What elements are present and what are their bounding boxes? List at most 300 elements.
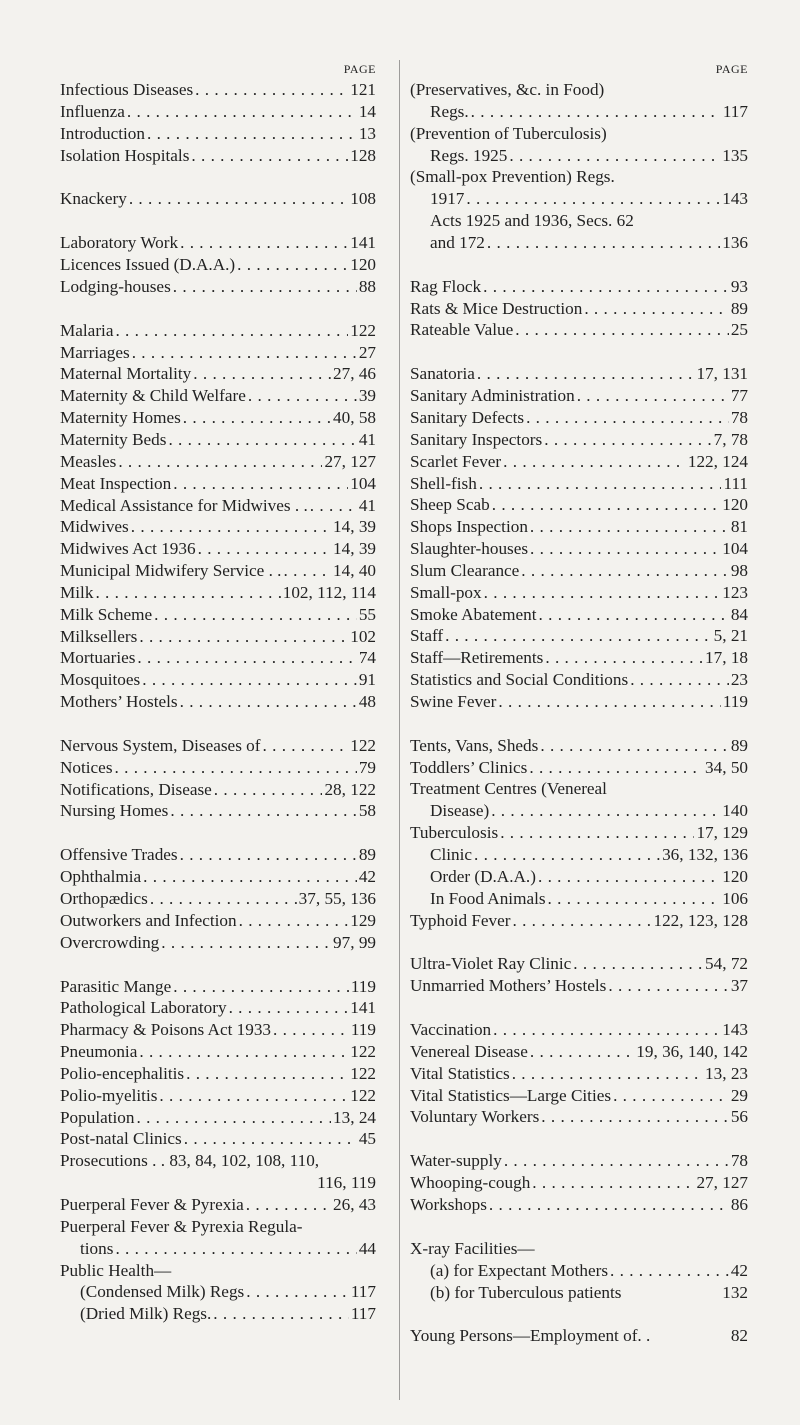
page-number: 79 [358, 757, 376, 777]
dot-leader [180, 844, 357, 866]
page-number: 58 [358, 801, 376, 821]
index-term: Milksellers [60, 626, 138, 646]
page-number: 97, 99 [333, 932, 376, 952]
page-number: 102 [350, 626, 376, 646]
index-entry-pneumonia [60, 1041, 376, 1063]
index-term: Overcrowding [60, 932, 160, 952]
index-entry-orthop-dics [60, 888, 376, 910]
index-entry-infectious-diseases [60, 79, 376, 101]
index-entry-meat-inspection [60, 473, 376, 495]
page-column-header-left: PAGE [343, 62, 376, 76]
dot-leader [131, 516, 331, 538]
index-entry-rag-flock [410, 276, 748, 298]
page-number: 84 [730, 604, 748, 624]
page-number: 45 [358, 1129, 376, 1149]
right-column [410, 60, 748, 1369]
page-number: 42 [358, 867, 376, 887]
index-term: Meat Inspection [60, 473, 172, 493]
index-term: Pharmacy & Poisons Act 1933 [60, 1020, 272, 1040]
index-entry-shops-inspection [410, 516, 748, 538]
index-term: Sanitary Inspectors [410, 429, 543, 449]
page-number: 120 [350, 255, 376, 275]
index-term: Milk Scheme [60, 604, 153, 624]
dot-leader [512, 1063, 703, 1085]
page-number: 122 [350, 1085, 376, 1105]
index-term: Notifications, Disease [60, 779, 212, 799]
index-term: Typhoid Fever [410, 910, 511, 930]
index-entry-post-natal-clinics [60, 1128, 376, 1150]
page-number: 140 [722, 801, 748, 821]
page-number: 141 [350, 998, 376, 1018]
index-term: Sheep Scab [410, 495, 490, 515]
page-number: 89 [730, 298, 748, 318]
dot-leader [184, 1128, 357, 1150]
page-number: 36, 132, 136 [662, 845, 748, 864]
dot-leader [139, 1041, 348, 1063]
index-term: Staff—Retirements [410, 648, 544, 668]
index-letter-group [60, 976, 376, 1326]
page-number: 54, 72 [705, 954, 748, 974]
dot-leader [532, 1172, 694, 1194]
index-term: Outworkers and Infection [60, 910, 237, 930]
index-entry-introduction [60, 123, 376, 145]
index-entry-isolation-hospitals [60, 145, 376, 167]
index-term: Marriages [60, 342, 130, 362]
index-entry-laboratory-work [60, 232, 376, 254]
index-entry-sanitary-administration [410, 385, 748, 407]
index-term: Influenza [60, 101, 125, 121]
dot-leader [129, 188, 348, 210]
index-entry-pharmacy-poisons-act-1933 [60, 1019, 376, 1041]
page-number: 5, 21 [713, 626, 748, 646]
dot-leader [150, 888, 297, 910]
index-entry-municipal-midwifery-service [60, 560, 376, 582]
index-term: Sanatoria [410, 364, 475, 384]
dot-leader [545, 647, 703, 669]
index-term: Staff [410, 626, 444, 646]
dot-leader [540, 735, 728, 757]
page-number: 23 [730, 670, 748, 690]
index-term: Measles [60, 451, 117, 471]
dot-leader [484, 582, 721, 604]
index-entry-licences-issued-d-a-a [60, 254, 376, 276]
dot-leader [610, 1260, 729, 1282]
dot-leader [214, 779, 323, 801]
index-entry-vital-statistics [410, 1063, 748, 1085]
index-letter-group [410, 1019, 748, 1128]
dot-leader [504, 1150, 729, 1172]
index-term: Polio-myelitis [60, 1085, 158, 1105]
dot-leader [213, 1303, 349, 1325]
index-entry-1917 [410, 188, 748, 210]
page-number: 55 [358, 604, 376, 624]
dot-leader [503, 451, 686, 473]
index-term: Ultra-Violet Ray Clinic [410, 954, 572, 974]
index-entry-tuberculosis [410, 822, 748, 844]
index-entry-public-health [60, 1260, 376, 1282]
index-entry-overcrowding [60, 932, 376, 954]
index-term: Scarlet Fever [410, 451, 502, 471]
index-entry-lodging-houses [60, 276, 376, 298]
index-entry-outworkers-and-infection [60, 910, 376, 932]
dot-leader [509, 145, 720, 167]
page-number: 41 [358, 495, 376, 515]
page-number: 74 [358, 648, 376, 668]
index-term: Shops Inspection [410, 517, 528, 537]
dot-leader [183, 407, 331, 429]
dot-leader [474, 844, 660, 866]
index-entry-rateable-value [410, 319, 748, 341]
index-term: Notices [60, 757, 113, 777]
dot-leader [198, 538, 331, 560]
index-term: Lodging-houses [60, 276, 171, 296]
index-entry-tents-vans-sheds [410, 735, 748, 757]
page-number: 119 [350, 1020, 376, 1040]
page-number: 122 [350, 1063, 376, 1083]
page-number: 117 [350, 1304, 376, 1324]
page-number: 28, 122 [324, 779, 376, 799]
index-entry-voluntary-workers [410, 1106, 748, 1128]
dot-leader [95, 582, 280, 604]
index-entry-sanatoria [410, 363, 748, 385]
index-entry-b-for-tuberculous-patients [410, 1282, 748, 1304]
index-entry-sanitary-inspectors [410, 429, 748, 451]
index-term: Tents, Vans, Sheds [410, 735, 539, 755]
index-entry-x-ray-facilities [410, 1238, 748, 1260]
index-term: Mortuaries [60, 648, 136, 668]
page-number: 93 [730, 276, 748, 296]
dot-leader [193, 363, 331, 385]
page-number: 14, 39 [333, 517, 376, 537]
index-term: 1917 [430, 189, 465, 209]
dot-leader [491, 800, 720, 822]
index-entry-polio-encephalitis [60, 1063, 376, 1085]
index-term: Young Persons—Employment of. . [410, 1326, 651, 1346]
dot-leader [273, 1019, 349, 1041]
index-term: Midwives Act 1936 [60, 539, 196, 559]
column-divider [399, 60, 400, 1400]
index-letter-group [60, 735, 376, 822]
index-entry-and-172 [410, 232, 748, 254]
index-term: Regs. [430, 101, 469, 121]
index-entry-maternity-child-welfare [60, 385, 376, 407]
index-entry-young-persons-employment-of [410, 1325, 748, 1347]
page-number: 78 [730, 407, 748, 427]
index-letter-group [410, 276, 748, 342]
index-entry-disease [410, 800, 748, 822]
page-number: 98 [730, 560, 748, 580]
page-number: 81 [730, 517, 748, 537]
index-term: Rateable Value [410, 320, 514, 340]
index-term: tions [80, 1238, 114, 1258]
index-entry-vaccination [410, 1019, 748, 1041]
index-term: Regs. 1925 [430, 145, 508, 165]
page-number: 128 [350, 145, 376, 165]
index-term: Puerperal Fever & Pyrexia Regula- [60, 1216, 303, 1236]
dot-leader [246, 1281, 349, 1303]
dot-leader [115, 757, 357, 779]
index-entry-venereal-disease [410, 1041, 748, 1063]
page-number: 119 [722, 691, 748, 711]
page-number: 39 [358, 386, 376, 406]
dot-leader [248, 385, 357, 407]
index-entry-maternity-homes [60, 407, 376, 429]
page-number: 120 [722, 495, 748, 515]
page-number: 14 [358, 101, 376, 121]
dot-leader [310, 495, 357, 517]
index-letter-group [60, 79, 376, 166]
index-entry-ultra-violet-ray-clinic [410, 953, 748, 975]
index-term: Slaughter-houses [410, 539, 529, 559]
dot-leader [466, 188, 720, 210]
page-number: 48 [358, 692, 376, 712]
index-term: Rag Flock [410, 276, 482, 296]
page-number: 14, 39 [333, 539, 376, 559]
index-term: Smoke Abatement [410, 604, 537, 624]
index-term: X-ray Facilities— [410, 1238, 535, 1258]
index-entry-mortuaries [60, 647, 376, 669]
page-number: 106 [722, 888, 748, 908]
index-entry-offensive-trades [60, 844, 376, 866]
dot-leader [487, 232, 720, 254]
index-term: Whooping-cough [410, 1173, 531, 1193]
index-term: Prosecutions . . 83, 84, 102, 108, 110, [60, 1151, 320, 1171]
index-entry-typhoid-fever [410, 910, 748, 932]
dot-leader [530, 538, 720, 560]
dot-leader [154, 604, 357, 626]
index-term: Sanitary Defects [410, 407, 525, 427]
page-number: 117 [350, 1282, 376, 1302]
dot-leader [180, 691, 357, 713]
index-entry-notifications-disease [60, 779, 376, 801]
index-entry-sheep-scab [410, 494, 748, 516]
index-entry-order-d-a-a [410, 866, 748, 888]
dot-leader [180, 232, 348, 254]
index-letter-group [410, 953, 748, 997]
index-term: Introduction [60, 123, 145, 143]
index-term: Disease) [430, 801, 490, 821]
index-term: Shell-fish [410, 473, 477, 493]
page-number: 129 [350, 910, 376, 930]
page-number: 41 [358, 429, 376, 449]
index-entry-milk-scheme [60, 604, 376, 626]
index-term: Rats & Mice Destruction [410, 298, 583, 318]
index-entry-toddlers-clinics [410, 757, 748, 779]
index-term: Maternity & Child Welfare [60, 386, 246, 406]
dot-leader [118, 451, 322, 473]
dot-leader [541, 1106, 729, 1128]
page-number: 86 [730, 1194, 748, 1214]
index-letter-group [60, 320, 376, 713]
index-entry-nursing-homes [60, 800, 376, 822]
index-term: (a) for Expectant Mothers [430, 1260, 609, 1280]
index-entry-smoke-abatement [410, 604, 748, 626]
page-number: 88 [358, 276, 376, 296]
dot-leader [471, 101, 721, 123]
index-term: (Condensed Milk) Regs [80, 1282, 245, 1302]
page-number: 123 [722, 582, 748, 602]
index-entry-puerperal-fever-pyrexia [60, 1194, 376, 1216]
index-term: Unmarried Mothers’ Hostels [410, 976, 607, 996]
index-entry-regs-1925 [410, 145, 748, 167]
index-term: Public Health— [60, 1260, 172, 1280]
page-number: 121 [350, 80, 376, 99]
index-term: Medical Assistance for Midwives . . [60, 495, 308, 515]
dot-leader [538, 866, 720, 888]
page-number: 13, 23 [705, 1063, 748, 1083]
index-term: Polio-encephalitis [60, 1063, 185, 1083]
index-entry-notices [60, 757, 376, 779]
index-term: Mosquitoes [60, 670, 141, 690]
index-entry-slaughter-houses [410, 538, 748, 560]
page-number: 119 [350, 976, 376, 996]
index-term: Toddlers’ Clinics [410, 757, 528, 777]
page-number: 91 [358, 670, 376, 690]
index-term: Venereal Disease [410, 1041, 528, 1061]
left-column [60, 60, 376, 1347]
index-term: Swine Fever [410, 691, 497, 711]
page-number: 25 [730, 320, 748, 340]
page-number: 13, 24 [333, 1107, 376, 1127]
dot-leader [577, 385, 729, 407]
index-term: and 172 [430, 232, 485, 252]
page-number: 78 [730, 1151, 748, 1171]
index-term: Vital Statistics [410, 1063, 510, 1083]
index-entry-preservatives-c-in-food [410, 79, 748, 101]
index-entry-dried-milk-regs [60, 1303, 376, 1325]
page-number: 34, 50 [705, 757, 748, 777]
dot-leader [512, 910, 651, 932]
index-entry-in-food-animals [410, 888, 748, 910]
index-entry-midwives [60, 516, 376, 538]
index-term: Workshops [410, 1194, 487, 1214]
index-entry-small-pox-prevention-regs [410, 166, 748, 188]
page-number: 89 [358, 845, 376, 865]
index-entry-tions [60, 1238, 376, 1260]
index-entry-milksellers [60, 626, 376, 648]
page-number: 132 [722, 1282, 748, 1302]
page-number: 82 [730, 1326, 748, 1346]
index-entry-population [60, 1107, 376, 1129]
page-number: 141 [350, 233, 376, 253]
index-entry-maternity-beds [60, 429, 376, 451]
index-entry-swine-fever [410, 691, 748, 713]
index-entry-marriages [60, 342, 376, 364]
index-term: Order (D.A.A.) [430, 866, 536, 886]
index-letter-group [60, 844, 376, 953]
index-term: Tuberculosis [410, 823, 499, 843]
dot-leader [170, 800, 356, 822]
page-number: 37, 55, 136 [298, 889, 376, 908]
index-term: (Dried Milk) Regs. [80, 1304, 212, 1324]
index-term: (Small-pox Prevention) Regs. [410, 167, 615, 187]
index-entry-pathological-laboratory [60, 997, 376, 1019]
index-term: Voluntary Workers [410, 1107, 540, 1127]
page-number: 122, 124 [687, 451, 748, 471]
index-entry-scarlet-fever [410, 451, 748, 473]
dot-leader [548, 888, 721, 910]
page-number: 122 [350, 320, 376, 340]
index-letter-group [410, 1325, 748, 1347]
dot-leader [239, 910, 349, 932]
index-entry-water-supply [410, 1150, 748, 1172]
page-number: 17, 18 [705, 648, 748, 668]
index-entry-whooping-cough [410, 1172, 748, 1194]
page-number: 42 [730, 1260, 748, 1280]
page-number: 116, 119 [317, 1173, 376, 1193]
index-term: Offensive Trades [60, 845, 178, 865]
dot-leader [529, 757, 703, 779]
index-term: Vaccination [410, 1020, 492, 1040]
index-term: Nursing Homes [60, 801, 169, 821]
index-entry-a-for-expectant-mothers [410, 1260, 748, 1282]
index-term: (b) for Tuberculous patients [430, 1282, 622, 1302]
index-letter-group [60, 188, 376, 210]
dot-leader [229, 997, 349, 1019]
dot-leader [493, 1019, 720, 1041]
dot-leader [521, 560, 729, 582]
index-term: Population [60, 1107, 135, 1127]
dot-leader [147, 123, 357, 145]
dot-leader [544, 429, 711, 451]
index-entry-shell-fish [410, 473, 748, 495]
index-entry-parasitic-mange [60, 976, 376, 998]
dot-leader [137, 647, 356, 669]
index-term: Isolation Hospitals [60, 145, 190, 165]
index-letter-group [410, 1238, 748, 1304]
dot-leader [139, 626, 348, 648]
page-number: 40, 58 [333, 408, 376, 428]
dot-leader [489, 1194, 729, 1216]
dot-leader [539, 604, 729, 626]
index-entry-puerperal-fever-pyrexia-regula [60, 1216, 376, 1238]
index-term: Clinic [430, 845, 473, 864]
index-letter-group [410, 1150, 748, 1216]
index-term: Small-pox [410, 582, 482, 602]
page-number: 27, 127 [324, 451, 376, 471]
page-number: 143 [722, 1020, 748, 1040]
index-entry-treatment-centres-venereal [410, 778, 748, 800]
index-term: Statistics and Social Conditions [410, 670, 629, 690]
index-entry-measles [60, 451, 376, 473]
index-term: Malaria [60, 320, 114, 340]
dot-leader [127, 101, 357, 123]
index-entry-workshops [410, 1194, 748, 1216]
index-term: Midwives [60, 517, 129, 537]
index-entry-continuation [60, 1172, 376, 1194]
dot-leader [445, 625, 712, 647]
dot-leader [530, 1041, 634, 1063]
dot-leader [263, 735, 349, 757]
page-number: 89 [730, 735, 748, 755]
dot-leader [479, 473, 722, 495]
index-term: (Prevention of Tuberculosis) [410, 123, 607, 143]
page-number: 77 [730, 386, 748, 406]
index-term: In Food Animals [430, 888, 546, 908]
index-letter-group [410, 735, 748, 932]
index-term: (Preservatives, &c. in Food) [410, 80, 605, 99]
page-number: 122 [350, 1042, 376, 1062]
index-entry-staff [410, 625, 748, 647]
page-number: 102, 112, 114 [282, 582, 376, 602]
page-number: 26, 43 [333, 1194, 376, 1214]
dot-leader [136, 1107, 331, 1129]
index-entry-influenza [60, 101, 376, 123]
index-entry-mosquitoes [60, 669, 376, 691]
dot-leader [168, 429, 356, 451]
index-entry-clinic [410, 844, 748, 866]
dot-leader [173, 976, 349, 998]
